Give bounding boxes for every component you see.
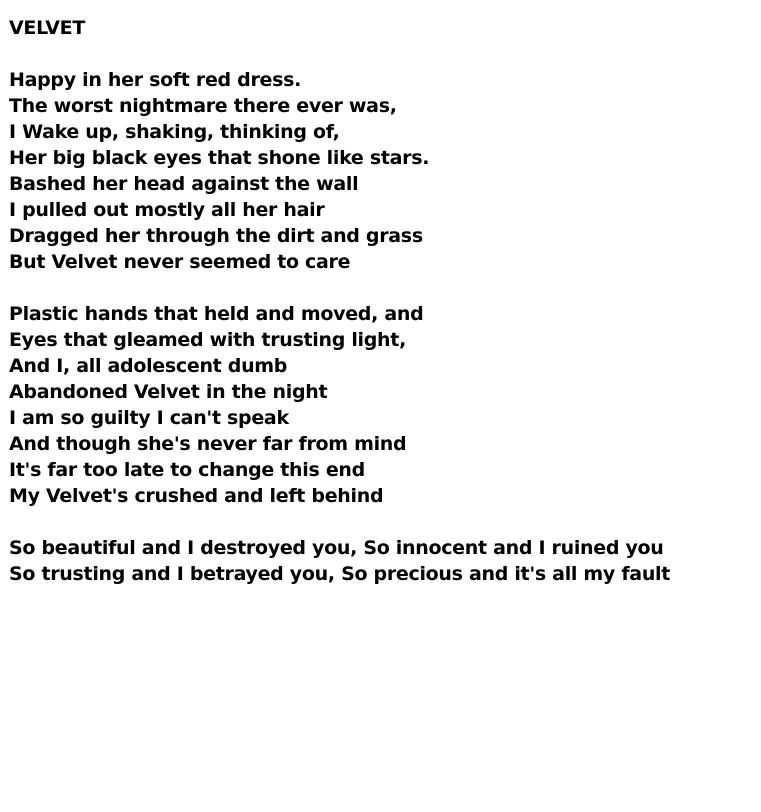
poem-line: Abandoned Velvet in the night (9, 381, 328, 403)
poem-line: Dragged her through the dirt and grass (9, 225, 423, 247)
poem-title: VELVET (9, 17, 86, 39)
poem-line: Her big black eyes that shone like stars. (9, 147, 430, 169)
stanza-2 (9, 301, 749, 509)
poem-line: Eyes that gleamed with trusting light, (9, 329, 406, 351)
stanza-1 (9, 67, 749, 275)
poem-line: So trusting and I betrayed you, So precious and it's all my fault (9, 563, 671, 585)
poem-line: So beautiful and I destroyed you, So innocent and I ruined you (9, 537, 664, 559)
stanza-3 (9, 535, 749, 587)
poem-line: It's far too late to change this end (9, 459, 365, 481)
poem-line: Plastic hands that held and moved, and (9, 303, 424, 325)
poem-line: And I, all adolescent dumb (9, 355, 288, 377)
stanza-gap (9, 509, 749, 535)
poem-line: But Velvet never seemed to care (9, 251, 351, 273)
stanza-gap (9, 41, 749, 67)
poem-line: My Velvet's crushed and left behind (9, 485, 384, 507)
poem-line: I Wake up, shaking, thinking of, (9, 121, 340, 143)
poem-line: I pulled out mostly all her hair (9, 199, 325, 221)
poem-line: I am so guilty I can't speak (9, 407, 289, 429)
poem-line: And though she's never far from mind (9, 433, 407, 455)
poem-line: Bashed her head against the wall (9, 173, 359, 195)
stanza-gap (9, 275, 749, 301)
poem-document (9, 15, 749, 587)
poem-line: The worst nightmare there ever was, (9, 95, 397, 117)
poem-line: Happy in her soft red dress. (9, 69, 302, 91)
